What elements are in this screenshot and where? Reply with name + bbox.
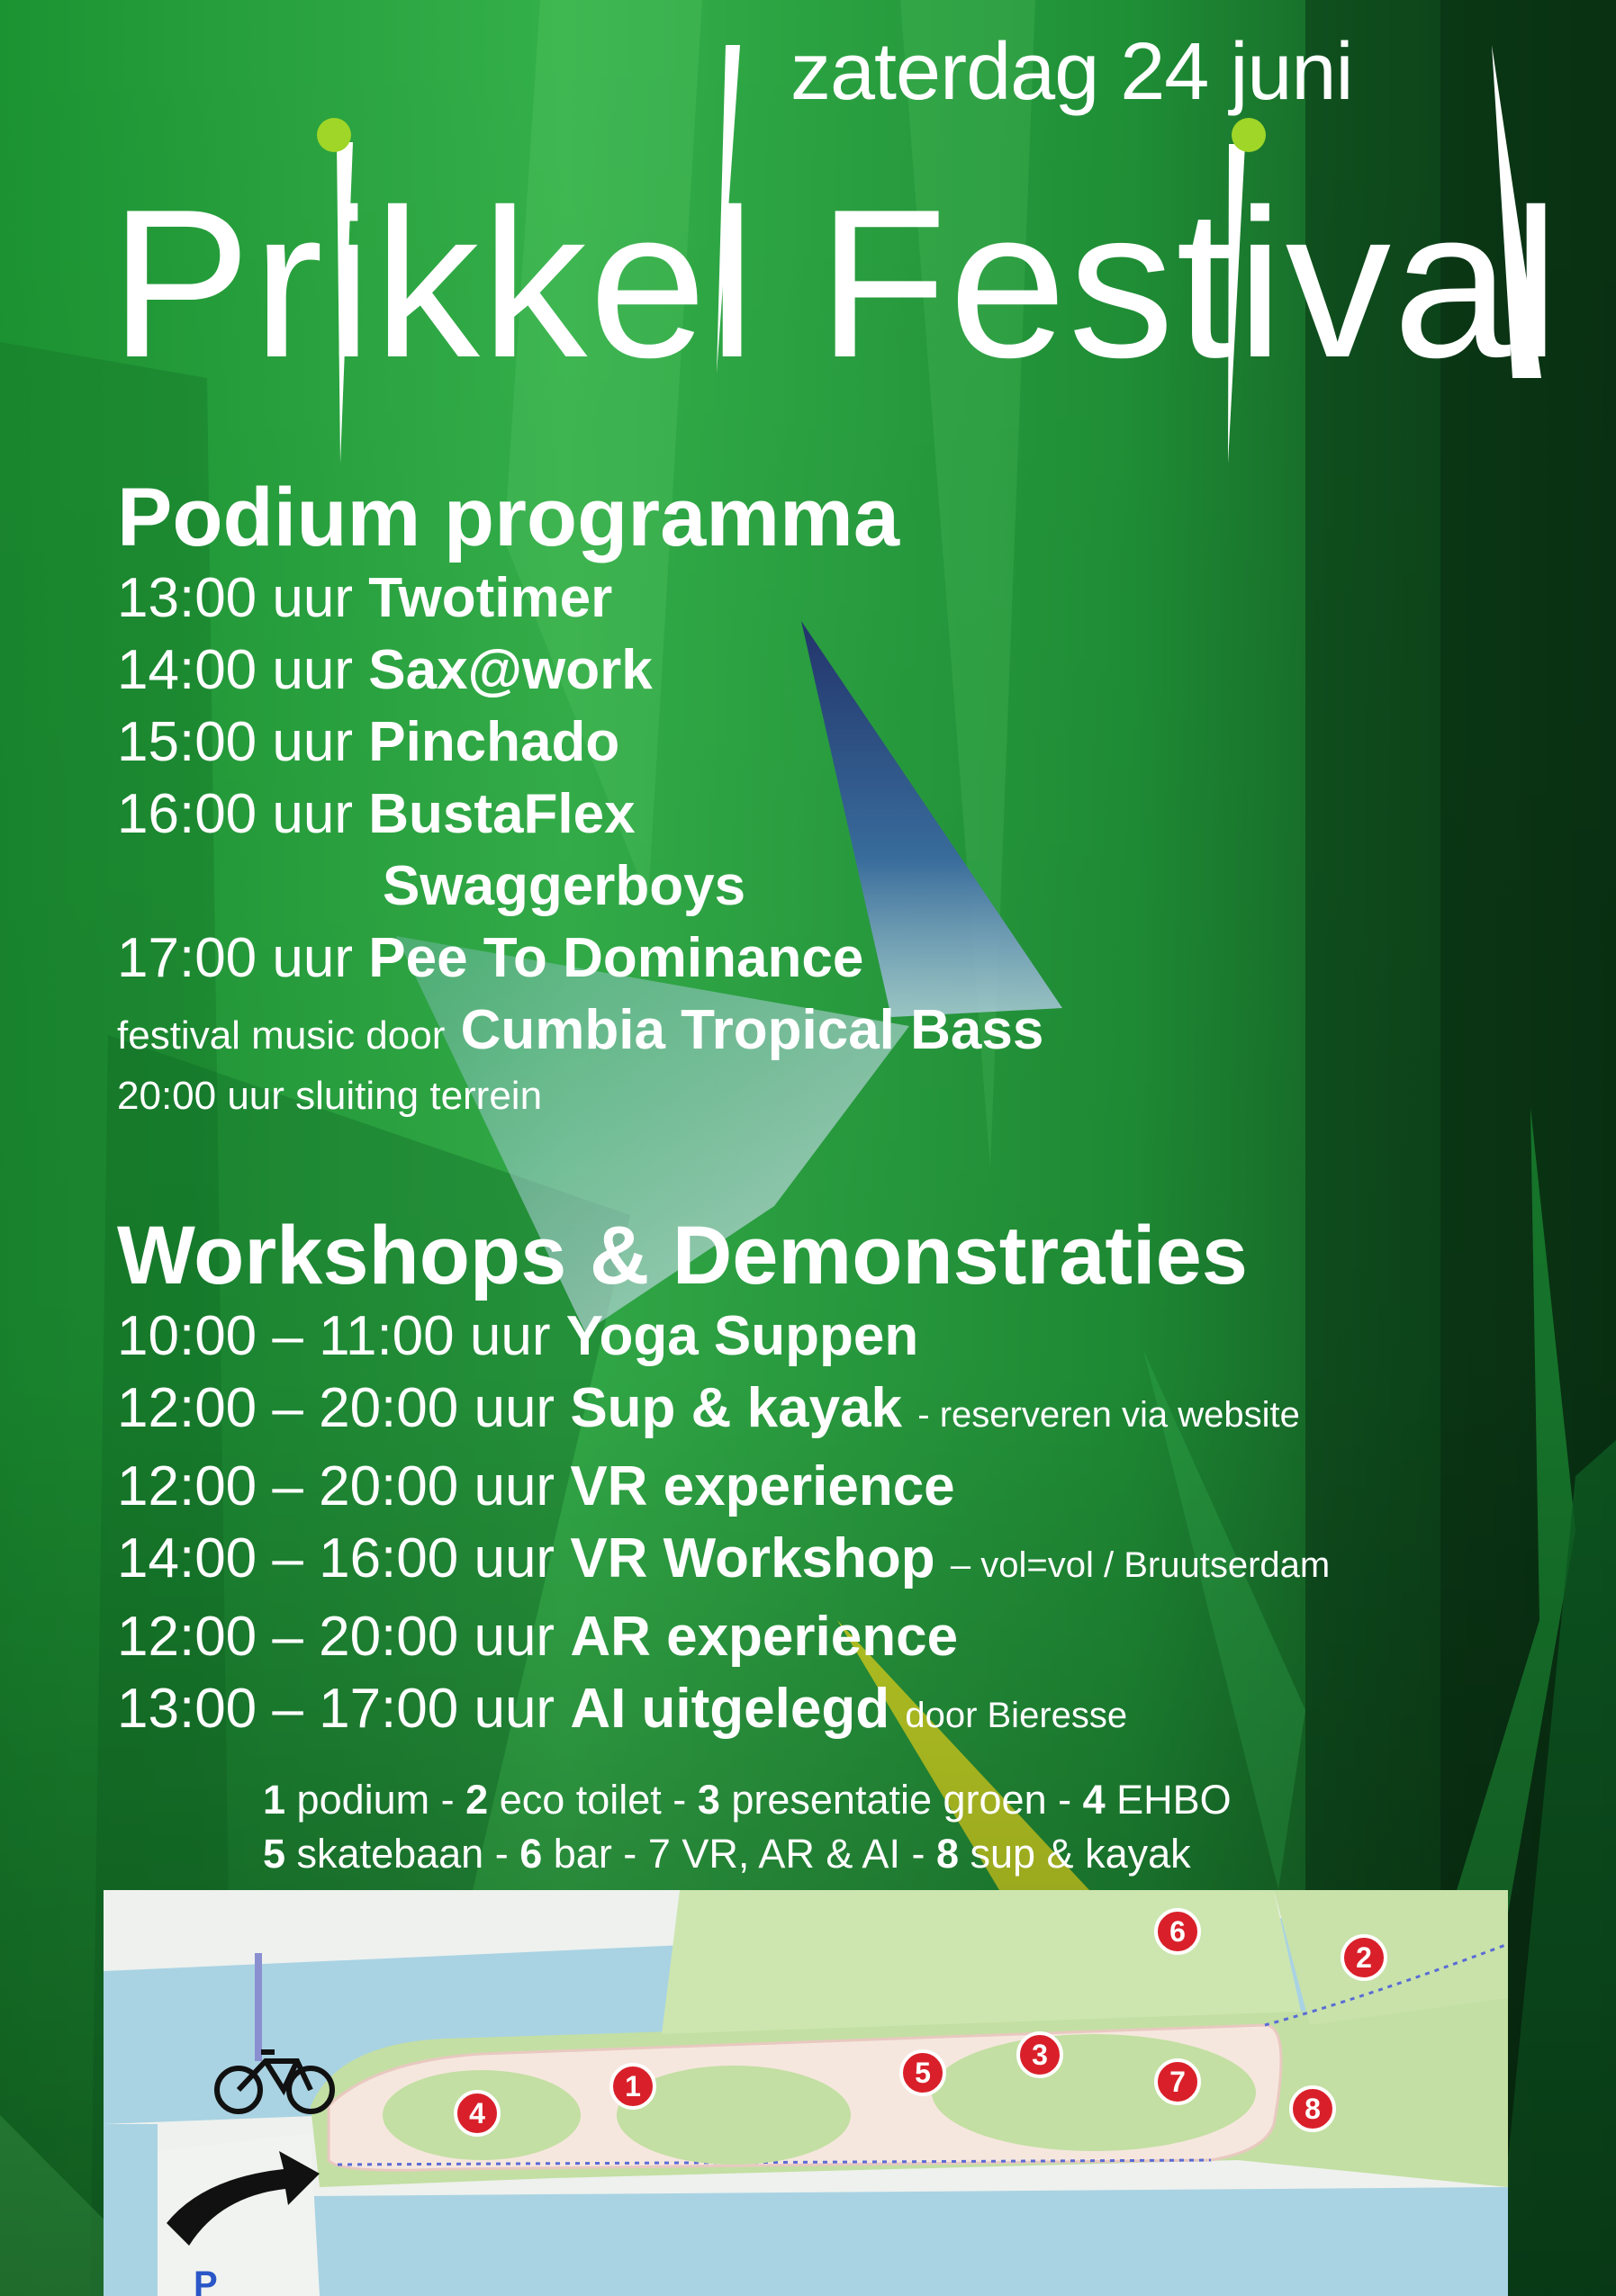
workshop-row: 14:00 – 16:00 uur VR Workshop – vol=vol / Bruutserdam	[117, 1527, 1331, 1589]
workshops-section	[117, 1211, 1330, 1751]
festival-music-row: festival music door Cumbia Tropical Bass	[117, 999, 1044, 1061]
svg-text:6: 6	[1169, 1915, 1186, 1948]
svg-text:5: 5	[915, 2057, 931, 2089]
podium-row: Swaggerboys	[383, 855, 746, 917]
festival-map	[104, 1890, 1508, 2296]
svg-text:3: 3	[1032, 2039, 1048, 2071]
workshops-title: Workshops & Demonstraties	[117, 1210, 1248, 1301]
podium-row: 14:00 uur Sax@work	[117, 639, 653, 701]
legend-line-1: 1 podium - 2 eco toilet - 3 presentatie groen - 4 EHBO	[263, 1777, 1232, 1823]
dot-1	[317, 118, 351, 152]
svg-text:2: 2	[1356, 1941, 1372, 1974]
map-marker-4	[456, 2092, 499, 2135]
festival-title: Prikkel Festival	[110, 165, 1562, 401]
map-marker-8	[1291, 2087, 1334, 2130]
map-marker-1	[611, 2065, 655, 2108]
workshop-row: 10:00 – 11:00 uur Yoga Suppen	[117, 1305, 919, 1367]
workshop-row: 12:00 – 20:00 uur Sup & kayak - reserveren via website	[117, 1377, 1300, 1439]
podium-row: 13:00 uur Twotimer	[117, 567, 613, 629]
dot-2	[1232, 118, 1266, 152]
svg-text:7: 7	[1169, 2066, 1186, 2098]
podium-row: 16:00 uur BustaFlex	[117, 783, 636, 845]
workshop-row: 12:00 – 20:00 uur VR experience	[117, 1455, 955, 1517]
svg-text:8: 8	[1305, 2093, 1321, 2125]
map-marker-6	[1156, 1910, 1199, 1953]
closing-time: 20:00 uur sluiting terrein	[117, 1074, 543, 1118]
podium-row: 15:00 uur Pinchado	[117, 711, 620, 773]
map-marker-2	[1342, 1936, 1386, 1979]
svg-text:1: 1	[625, 2070, 641, 2102]
svg-text:4: 4	[469, 2097, 485, 2129]
map-legend	[263, 1773, 1232, 1881]
workshop-row: 12:00 – 20:00 uur AR experience	[117, 1606, 959, 1668]
map-marker-7	[1156, 2060, 1199, 2103]
podium-section	[117, 473, 1043, 1121]
map-marker-5	[901, 2051, 944, 2094]
event-date: zaterdag 24 juni	[790, 27, 1353, 117]
podium-row: 17:00 uur Pee To Dominance	[117, 927, 864, 989]
podium-title: Podium programma	[117, 472, 900, 563]
parking-label: P	[194, 2264, 218, 2296]
legend-line-2: 5 skatebaan - 6 bar - 7 VR, AR & AI - 8 sup & kayak	[263, 1831, 1191, 1877]
workshop-row: 13:00 – 17:00 uur AI uitgelegd door Bieresse	[117, 1678, 1128, 1740]
map-marker-3	[1018, 2033, 1061, 2076]
